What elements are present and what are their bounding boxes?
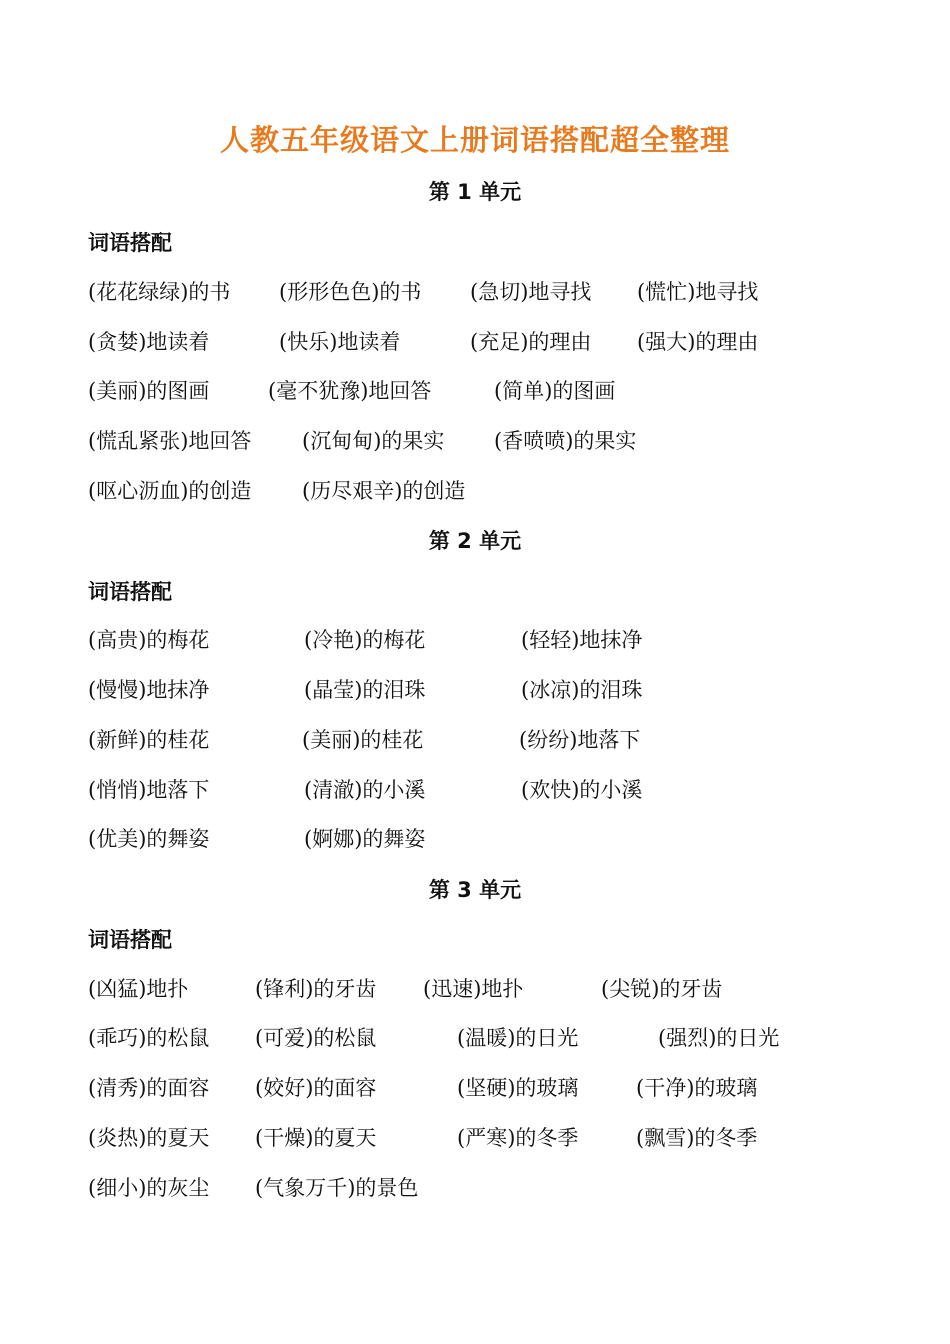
phrase: (轻轻)地抹净 (521, 628, 643, 652)
phrase: (新鲜)的桂花 (88, 728, 210, 752)
phrase: (慢慢)地抹净 (88, 678, 210, 702)
phrase: (锋利)的牙齿 (255, 977, 377, 1001)
phrase: (美丽)的图画 (88, 379, 210, 403)
phrase: (尖锐)的牙齿 (601, 977, 723, 1001)
phrase: (冷艳)的梅花 (304, 628, 426, 652)
unit-1-heading: 第 1 单元 (428, 180, 522, 204)
unit-1-label: 词语搭配 (88, 231, 172, 255)
phrase: (温暖)的日光 (457, 1026, 579, 1050)
phrase: (快乐)地读着 (279, 330, 401, 354)
phrase: (纷纷)地落下 (519, 728, 641, 752)
phrase: (晶莹)的泪珠 (304, 678, 426, 702)
phrase: (悄悄)地落下 (88, 778, 210, 802)
phrase: (充足)的理由 (470, 330, 592, 354)
phrase: (婀娜)的舞姿 (304, 827, 426, 851)
phrase: (呕心沥血)的创造 (88, 479, 252, 503)
phrase: (可爱)的松鼠 (255, 1026, 377, 1050)
phrase: (优美)的舞姿 (88, 827, 210, 851)
phrase: (强烈)的日光 (658, 1026, 780, 1050)
phrase: (强大)的理由 (637, 330, 759, 354)
unit-3-label: 词语搭配 (88, 928, 172, 952)
phrase: (清澈)的小溪 (304, 778, 426, 802)
phrase: (迅速)地扑 (423, 977, 524, 1001)
phrase: (高贵)的梅花 (88, 628, 210, 652)
phrase: (凶猛)地扑 (88, 977, 189, 1001)
phrase: (干净)的玻璃 (636, 1076, 758, 1100)
phrase: (慌乱紧张)地回答 (88, 429, 252, 453)
phrase: (严寒)的冬季 (457, 1126, 579, 1150)
phrase: (乖巧)的松鼠 (88, 1026, 210, 1050)
phrase: (美丽)的桂花 (302, 728, 424, 752)
phrase: (毫不犹豫)地回答 (268, 379, 432, 403)
phrase: (沉甸甸)的果实 (302, 429, 445, 453)
phrase: (干燥)的夏天 (255, 1126, 377, 1150)
phrase: (炎热)的夏天 (88, 1126, 210, 1150)
phrase: (飘雪)的冬季 (636, 1126, 758, 1150)
phrase: (欢快)的小溪 (521, 778, 643, 802)
phrase: (急切)地寻找 (470, 280, 592, 304)
phrase: (贪婪)地读着 (88, 330, 210, 354)
phrase: (细小)的灰尘 (88, 1176, 210, 1200)
phrase: (气象万千)的景色 (255, 1176, 419, 1200)
phrase: (形形色色)的书 (279, 280, 422, 304)
phrase: (香喷喷)的果实 (494, 429, 637, 453)
unit-3-heading: 第 3 单元 (428, 878, 522, 902)
phrase: (慌忙)地寻找 (637, 280, 759, 304)
phrase: (冰凉)的泪珠 (521, 678, 643, 702)
unit-2-label: 词语搭配 (88, 580, 172, 604)
unit-2-heading: 第 2 单元 (428, 529, 522, 553)
phrase: (姣好)的面容 (255, 1076, 377, 1100)
phrase: (坚硬)的玻璃 (457, 1076, 579, 1100)
phrase: (清秀)的面容 (88, 1076, 210, 1100)
phrase: (花花绿绿)的书 (88, 280, 231, 304)
phrase: (简单)的图画 (494, 379, 616, 403)
phrase: (历尽艰辛)的创造 (302, 479, 466, 503)
page-title: 人教五年级语文上册词语搭配超全整理 (219, 123, 730, 157)
